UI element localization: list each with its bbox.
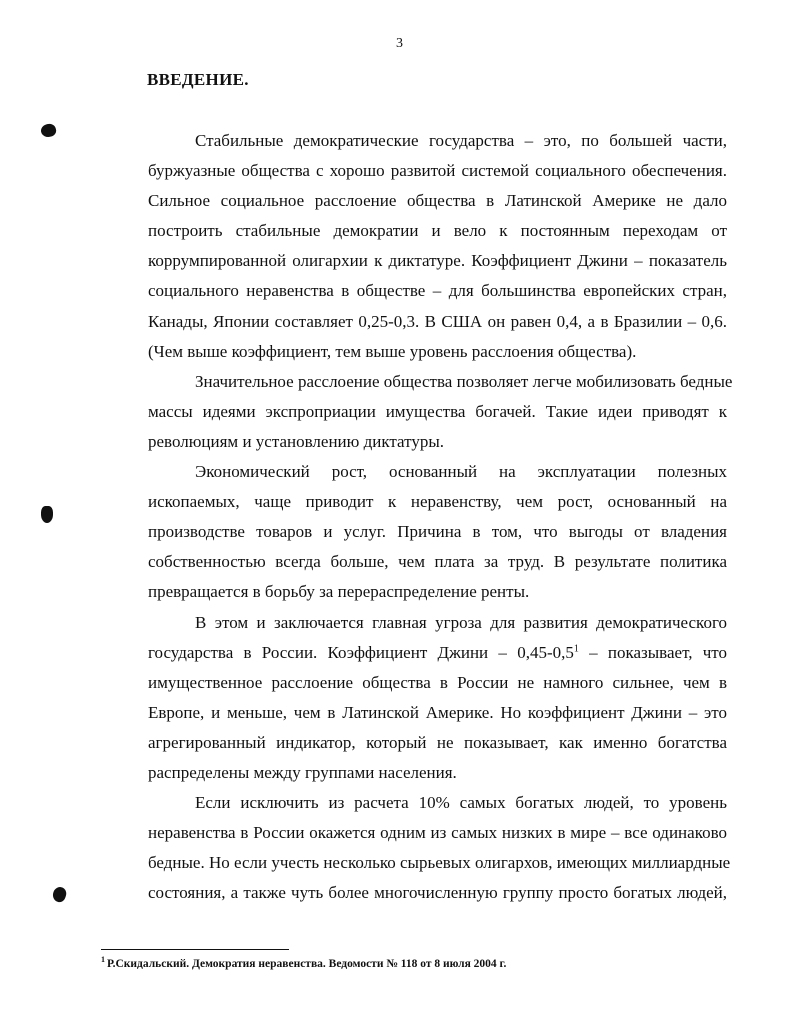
text-line-tail: – показывает, что (578, 642, 727, 662)
text-line: Сильное социальное расслоение общества в Латинской Америке не дало (148, 191, 727, 211)
text-line: Европе, и меньше, чем в Латинской Америке. Но коэффициент Джини – это (148, 702, 727, 722)
text-line: построить стабильные демократии и вело к постоянным переходам от (148, 221, 727, 241)
text-line: коррумпированной олигархии к диктатуре. Коэффициент Джини – показатель (148, 251, 727, 271)
text-line: революциям и установлению диктатуры. (148, 431, 444, 451)
text-line: Экономический рост, основанный на эксплуатации полезных (195, 462, 727, 482)
text-line: агрегированный индикатор, который не показывает, как именно богатства (148, 732, 727, 752)
text-line: производстве товаров и услуг. Причина в том, что выгоды от владения (148, 522, 727, 542)
footnote-text: Р.Скидальский. Демократия неравенства. Ведомости № 118 от 8 июля 2004 г. (107, 957, 507, 970)
text-line: Значительное расслоение общества позволяет легче мобилизовать бедные (195, 371, 733, 391)
body-text (101, 126, 733, 908)
text-line: буржуазные общества с хорошо развитой системой социального обеспечения. (148, 161, 727, 181)
text-line: социального неравенства в обществе – для большинства европейских стран, (148, 281, 727, 301)
text-line: (Чем выше коэффициент, тем выше уровень расслоения общества). (148, 341, 637, 361)
text-line: бедные. Но если учесть несколько сырьевых олигархов, имеющих миллиардные (148, 853, 731, 873)
text-line: Стабильные демократические государства – это, по большей части, (195, 131, 727, 150)
text-line: массы идеями экспроприации имущества богачей. Такие идеи приводят к (148, 401, 727, 421)
text-line-head: государства в России. Коэффициент Джини – 0,45-0,5 (148, 642, 574, 662)
text-line: имущественное расслоение общества в России не намного сильнее, чем в (148, 672, 727, 692)
margin-ink-blot (51, 885, 68, 904)
text-line-with-footnote (101, 638, 727, 668)
footnote-marker: 1 (101, 955, 105, 964)
text-line: состояния, а также чуть более многочисленную группу просто богатых людей, (148, 883, 727, 903)
text-line: превращается в борьбу за перераспределение ренты. (148, 582, 530, 602)
text-line: Если исключить из расчета 10% самых богатых людей, то уровень (195, 793, 727, 813)
footnote-reference[interactable]: 1 (573, 642, 579, 654)
paragraph (101, 608, 727, 789)
footnote-separator (101, 949, 289, 950)
text-line: распределены между группами населения. (148, 762, 457, 782)
page-number: 3 (396, 36, 403, 51)
text-line: В этом и заключается главная угроза для развития демократического (195, 612, 727, 632)
text-line: неравенства в России окажется одним из самых низких в мире – все одинаково (148, 823, 727, 843)
margin-ink-blot (41, 506, 53, 523)
text-line: Канады, Японии составляет 0,25-0,3. В США он равен 0,4, а в Бразилии – 0,6. (148, 311, 727, 331)
margin-ink-blot (40, 122, 58, 138)
paragraph (101, 367, 733, 457)
section-heading: ВВЕДЕНИЕ. (147, 70, 249, 89)
text-line: ископаемых, чаще приводит к неравенству, чем рост, основанный на (148, 492, 727, 512)
paragraph (101, 788, 731, 908)
footnote (101, 955, 506, 970)
text-line: собственностью всегда больше, чем плата за труд. В результате политика (148, 552, 727, 572)
paragraph (101, 126, 727, 367)
paragraph (101, 457, 727, 607)
